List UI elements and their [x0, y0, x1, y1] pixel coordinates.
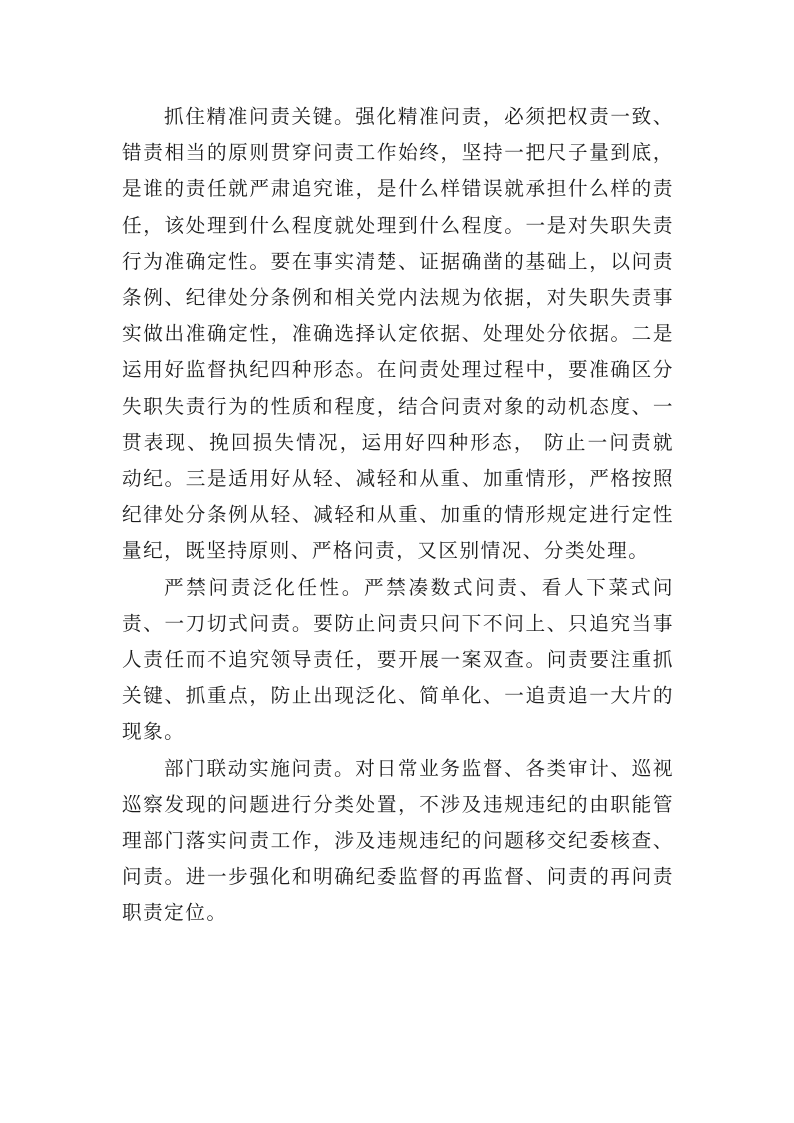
document-body [122, 99, 674, 932]
paragraph-department-linkage: 部门联动实施问责。对日常业务监督、各类审计、巡视巡察发现的问题进行分类处置，不涉及违规违纪的由职能管理部门落实问责工作，涉及违规违纪的问题移交纪委核查、问责。进一步强化和明确纪委监督的再监督、问责的再问责职责定位。 [122, 756, 674, 925]
paragraph-prohibit-generalization: 严禁问责泛化任性。严禁凑数式问责、看人下菜式问责、一刀切式问责。要防止问责只问下不问上、只追究当事人责任而不追究领导责任，要开展一案双查。问责要注重抓关键、抓重点，防止出现泛化、简单化、一追责追一大片的现象。 [122, 575, 674, 744]
paragraph-precise-accountability: 抓住精准问责关键。强化精准问责，必须把权责一致、错责相当的原则贯穿问责工作始终，坚持一把尺子量到底，是谁的责任就严肃追究谁，是什么样错误就承担什么样的责任，该处理到什么程度就处理到什么程度。一是对失职失责行为准确定性。要在事实清楚、证据确凿的基础上，以问责条例、纪律处分条例和相关党内法规为依据，对失职失责事实做出准确定性，准确选择认定依据、处理处分依据。二是运用好监督执纪四种形态。在问责处理过程中，要准确区分失职失责行为的性质和程度，结合问责对象的动机态度、一贯表现、挽回损失情况，运用好四种形态， 防止一问责就动纪。三是适用好从轻、减轻和从重、加重情形，严格按照纪律处分条例从轻、减轻和从重、加重的情形规定进行定性量纪，既坚持原则、严格问责，又区别情况、分类处理。 [122, 105, 674, 563]
